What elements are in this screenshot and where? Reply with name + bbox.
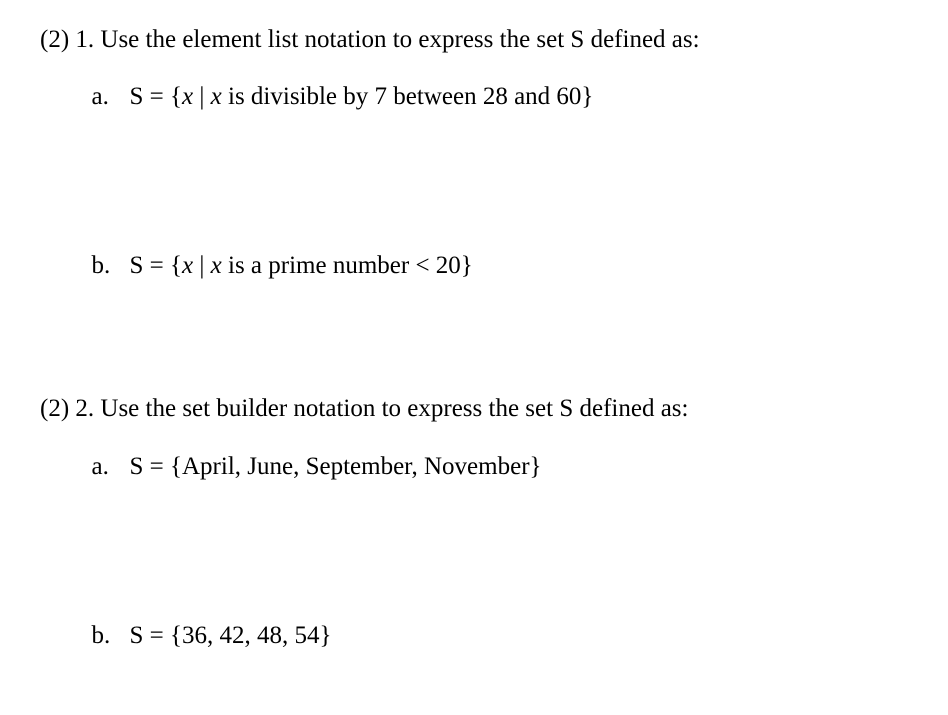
variable-x: x <box>210 83 222 110</box>
question-1-heading: (2) 1. Use the element list notation to express the set S defined as: <box>40 26 700 53</box>
question-1-part-a <box>79 59 593 109</box>
question-2-part-a <box>79 429 542 479</box>
set-condition: is a prime number < 20} <box>221 252 473 279</box>
variable-x: x <box>182 252 194 279</box>
part-a-label: a. <box>91 83 109 110</box>
question-1-part-b <box>79 228 473 278</box>
variable-x: x <box>182 83 194 110</box>
variable-x: x <box>210 252 222 279</box>
set-expression: S = {April, June, September, November} <box>129 453 542 480</box>
question-2-part-b <box>79 598 332 648</box>
set-expression-prefix: S = { <box>129 252 183 279</box>
question-2-heading: (2) 2. Use the set builder notation to express the set S defined as: <box>40 395 689 422</box>
part-a-label: a. <box>91 453 109 480</box>
part-b-label: b. <box>91 622 111 649</box>
such-that-bar: | <box>193 252 211 279</box>
set-expression-prefix: S = { <box>129 83 183 110</box>
such-that-bar: | <box>193 83 211 110</box>
set-condition: is divisible by 7 between 28 and 60} <box>221 83 594 110</box>
set-expression: S = {36, 42, 48, 54} <box>129 622 332 649</box>
part-b-label: b. <box>91 252 111 279</box>
